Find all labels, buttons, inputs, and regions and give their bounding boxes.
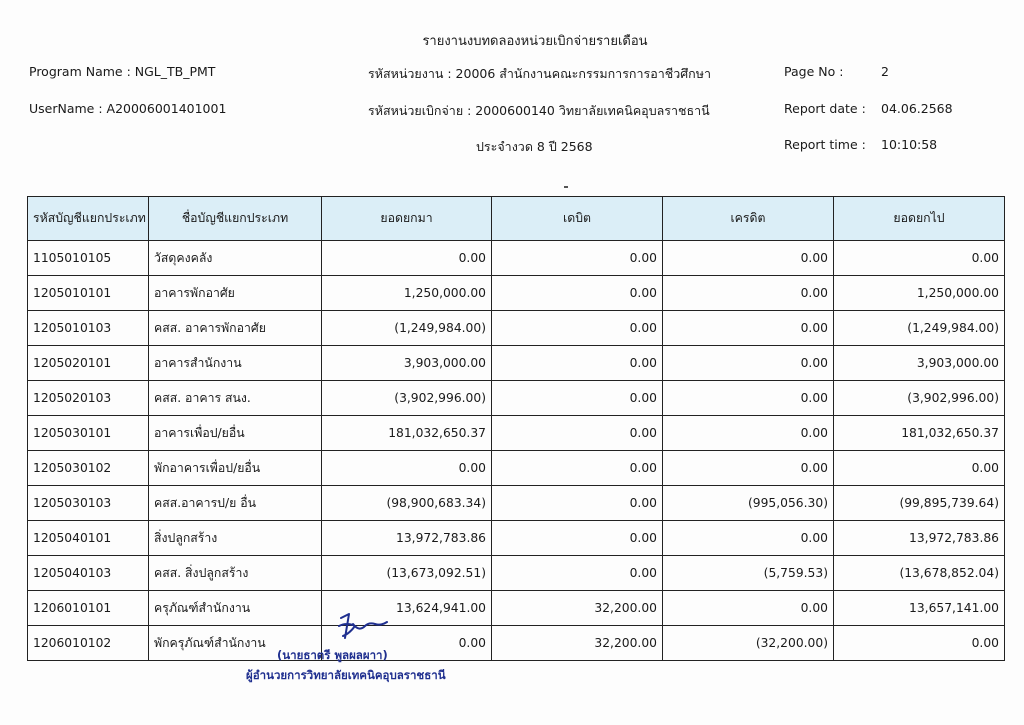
account-name: คสส.อาคารป/ย อื่น [149, 486, 322, 521]
program-name: Program Name : NGL_TB_PMT [29, 64, 216, 79]
closing-balance: 13,657,141.00 [834, 591, 1005, 626]
closing-balance: (13,678,852.04) [834, 556, 1005, 591]
closing-balance: (3,902,996.00) [834, 381, 1005, 416]
account-code: 1205020103 [28, 381, 149, 416]
account-code: 1205030101 [28, 416, 149, 451]
col-header-closing-balance: ยอดยกไป [834, 197, 1005, 241]
account-code: 1205020101 [28, 346, 149, 381]
table-header-row [28, 197, 1005, 241]
debit: 0.00 [492, 381, 663, 416]
trial-balance-table [27, 196, 1005, 661]
debit: 0.00 [492, 556, 663, 591]
opening-balance: (1,249,984.00) [322, 311, 492, 346]
table-row [28, 521, 1005, 556]
account-code: 1205040101 [28, 521, 149, 556]
opening-balance: 0.00 [322, 626, 492, 661]
opening-balance: 0.00 [322, 451, 492, 486]
account-name: อาคารพักอาศัย [149, 276, 322, 311]
credit: 0.00 [663, 241, 834, 276]
debit: 0.00 [492, 416, 663, 451]
account-name: พักครุภัณฑ์สำนักงาน [149, 626, 322, 661]
account-name: สิ่งปลูกสร้าง [149, 521, 322, 556]
account-code: 1206010101 [28, 591, 149, 626]
table-row [28, 381, 1005, 416]
report-title: รายงานงบทดลองหน่วยเบิกจ่ายรายเดือน [422, 34, 648, 49]
table-row [28, 416, 1005, 451]
debit: 0.00 [492, 346, 663, 381]
account-name: คสส. อาคาร สนง. [149, 381, 322, 416]
table-row [28, 626, 1005, 661]
closing-balance: 0.00 [834, 626, 1005, 661]
debit: 32,200.00 [492, 626, 663, 661]
closing-balance: 0.00 [834, 451, 1005, 486]
account-name: พักอาคารเพื่อป/ยอื่น [149, 451, 322, 486]
credit: (995,056.30) [663, 486, 834, 521]
col-header-opening-balance: ยอดยกมา [322, 197, 492, 241]
report-date-value: 04.06.2568 [881, 101, 953, 116]
opening-balance: 181,032,650.37 [322, 416, 492, 451]
col-header-account-code: รหัสบัญชีแยกประเภท [28, 197, 149, 241]
credit: (32,200.00) [663, 626, 834, 661]
table-row [28, 276, 1005, 311]
account-name: คสส. อาคารพักอาศัย [149, 311, 322, 346]
col-header-debit: เดบิต [492, 197, 663, 241]
signer-name: (นายธาตรี พูลผลผาา) [277, 648, 388, 662]
opening-balance: (13,673,092.51) [322, 556, 492, 591]
credit: 0.00 [663, 311, 834, 346]
table-row [28, 451, 1005, 486]
closing-balance: 1,250,000.00 [834, 276, 1005, 311]
report-date-label: Report date : [784, 101, 866, 116]
credit: (5,759.53) [663, 556, 834, 591]
scan-speck [564, 186, 568, 188]
closing-balance: 0.00 [834, 241, 1005, 276]
debit: 0.00 [492, 486, 663, 521]
report-time-value: 10:10:58 [881, 137, 938, 152]
table-row [28, 346, 1005, 381]
debit: 0.00 [492, 521, 663, 556]
opening-balance: (3,902,996.00) [322, 381, 492, 416]
agency-code: รหัสหน่วยงาน : 20006 สำนักงานคณะกรรมการการอาชีวศึกษา [368, 66, 712, 81]
debit: 0.00 [492, 241, 663, 276]
closing-balance: 13,972,783.86 [834, 521, 1005, 556]
table-row [28, 311, 1005, 346]
closing-balance: (99,895,739.64) [834, 486, 1005, 521]
page-no-value: 2 [881, 64, 889, 79]
credit: 0.00 [663, 346, 834, 381]
report-time-label: Report time : [784, 137, 866, 152]
debit: 32,200.00 [492, 591, 663, 626]
credit: 0.00 [663, 381, 834, 416]
credit: 0.00 [663, 416, 834, 451]
table-row [28, 591, 1005, 626]
account-name: อาคารสำนักงาน [149, 346, 322, 381]
account-code: 1105010105 [28, 241, 149, 276]
opening-balance: 1,250,000.00 [322, 276, 492, 311]
table-row [28, 556, 1005, 591]
account-code: 1205030102 [28, 451, 149, 486]
account-name: อาคารเพื่อป/ยอื่น [149, 416, 322, 451]
opening-balance: 13,624,941.00 [322, 591, 492, 626]
credit: 0.00 [663, 451, 834, 486]
period: ประจำงวด 8 ปี 2568 [476, 139, 593, 154]
credit: 0.00 [663, 521, 834, 556]
debit: 0.00 [492, 311, 663, 346]
closing-balance: 181,032,650.37 [834, 416, 1005, 451]
debit: 0.00 [492, 276, 663, 311]
credit: 0.00 [663, 276, 834, 311]
account-code: 1205030103 [28, 486, 149, 521]
credit: 0.00 [663, 591, 834, 626]
opening-balance: 0.00 [322, 241, 492, 276]
closing-balance: 3,903,000.00 [834, 346, 1005, 381]
account-name: คสส. สิ่งปลูกสร้าง [149, 556, 322, 591]
account-name: วัสดุคงคลัง [149, 241, 322, 276]
account-code: 1205010103 [28, 311, 149, 346]
closing-balance: (1,249,984.00) [834, 311, 1005, 346]
opening-balance: (98,900,683.34) [322, 486, 492, 521]
signer-position: ผู้อำนวยการวิทยาลัยเทคนิคอุบลราชธานี [246, 668, 446, 682]
user-name: UserName : A20006001401001 [29, 101, 227, 116]
opening-balance: 13,972,783.86 [322, 521, 492, 556]
table-row [28, 241, 1005, 276]
account-code: 1205040103 [28, 556, 149, 591]
disbursing-unit: รหัสหน่วยเบิกจ่าย : 2000600140 วิทยาลัยเทคนิคอุบลราชธานี [368, 103, 710, 118]
col-header-account-name: ชื่อบัญชีแยกประเภท [149, 197, 322, 241]
table-row [28, 486, 1005, 521]
account-code: 1205010101 [28, 276, 149, 311]
account-name: ครุภัณฑ์สำนักงาน [149, 591, 322, 626]
page-no-label: Page No : [784, 64, 844, 79]
col-header-credit: เครดิต [663, 197, 834, 241]
debit: 0.00 [492, 451, 663, 486]
opening-balance: 3,903,000.00 [322, 346, 492, 381]
account-code: 1206010102 [28, 626, 149, 661]
